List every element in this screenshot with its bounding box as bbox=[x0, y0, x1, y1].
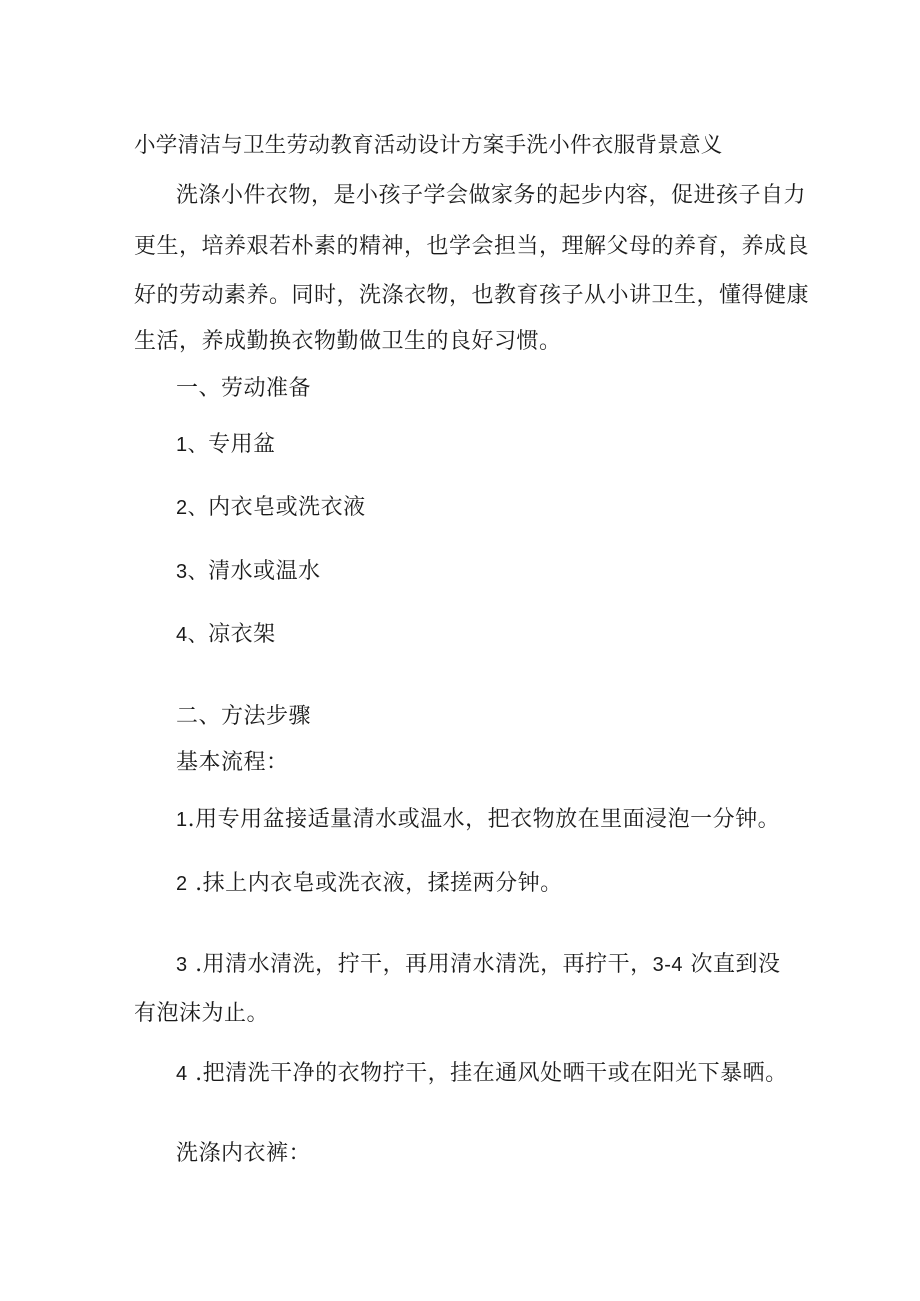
prep-item-text: 内衣皂或洗衣液 bbox=[208, 495, 366, 520]
step-text: .把清洗干净的衣物拧干，挂在通风处晒干或在阳光下暴晒。 bbox=[187, 1061, 788, 1086]
step-text: .抹上内衣皂或洗衣液，揉搓两分钟。 bbox=[187, 871, 563, 896]
step-3 bbox=[176, 950, 781, 980]
intro-line-1: 洗涤小件衣物，是小孩子学会做家务的起步内容，促进孩子自力 bbox=[176, 183, 807, 208]
step-range-number: 3-4 bbox=[652, 954, 684, 976]
section1-heading: 一、劳动准备 bbox=[176, 376, 312, 401]
prep-item-text: 凉衣架 bbox=[208, 622, 276, 647]
intro-line-3: 好的劳动素养。同时，洗涤衣物，也教育孩子从小讲卫生，懂得健康 bbox=[134, 283, 810, 308]
intro-line-4: 生活，养成勤换衣物勤做卫生的良好习惯。 bbox=[134, 329, 562, 354]
prep-item-text: 清水或温水 bbox=[208, 559, 321, 584]
prep-item-1 bbox=[176, 430, 276, 460]
step-4 bbox=[176, 1059, 788, 1089]
section2-heading: 二、方法步骤 bbox=[176, 704, 312, 729]
prep-item-number: 1、 bbox=[176, 434, 209, 456]
section2-subheading: 基本流程： bbox=[176, 750, 289, 775]
step-text: .用清水清洗，拧干，再用清水清洗，再拧干， bbox=[187, 952, 653, 977]
prep-item-4 bbox=[176, 620, 276, 650]
document-title: 小学清洁与卫生劳动教育活动设计方案手洗小件衣服背景意义 bbox=[134, 133, 723, 158]
prep-item-2 bbox=[176, 493, 366, 523]
prep-item-number: 3、 bbox=[176, 561, 209, 583]
step-text: .用专用盆接适量清水或温水，把衣物放在里面浸泡一分钟。 bbox=[187, 807, 781, 832]
step-number: 3 bbox=[176, 954, 188, 976]
step-1 bbox=[176, 805, 780, 835]
prep-item-number: 4、 bbox=[176, 624, 209, 646]
step-3-continuation: 有泡沫为止。 bbox=[134, 1001, 270, 1026]
step-number: 1 bbox=[176, 809, 188, 831]
prep-item-number: 2、 bbox=[176, 497, 209, 519]
prep-item-3 bbox=[176, 557, 321, 587]
step-number: 4 bbox=[176, 1063, 188, 1085]
section3-heading: 洗涤内衣裤： bbox=[176, 1141, 312, 1166]
intro-line-2: 更生，培养艰若朴素的精神，也学会担当，理解父母的养育，养成良 bbox=[134, 234, 810, 259]
prep-item-text: 专用盆 bbox=[208, 432, 276, 457]
step-text-tail: 次直到没 bbox=[683, 952, 781, 977]
step-2 bbox=[176, 869, 563, 899]
step-number: 2 bbox=[176, 873, 188, 895]
